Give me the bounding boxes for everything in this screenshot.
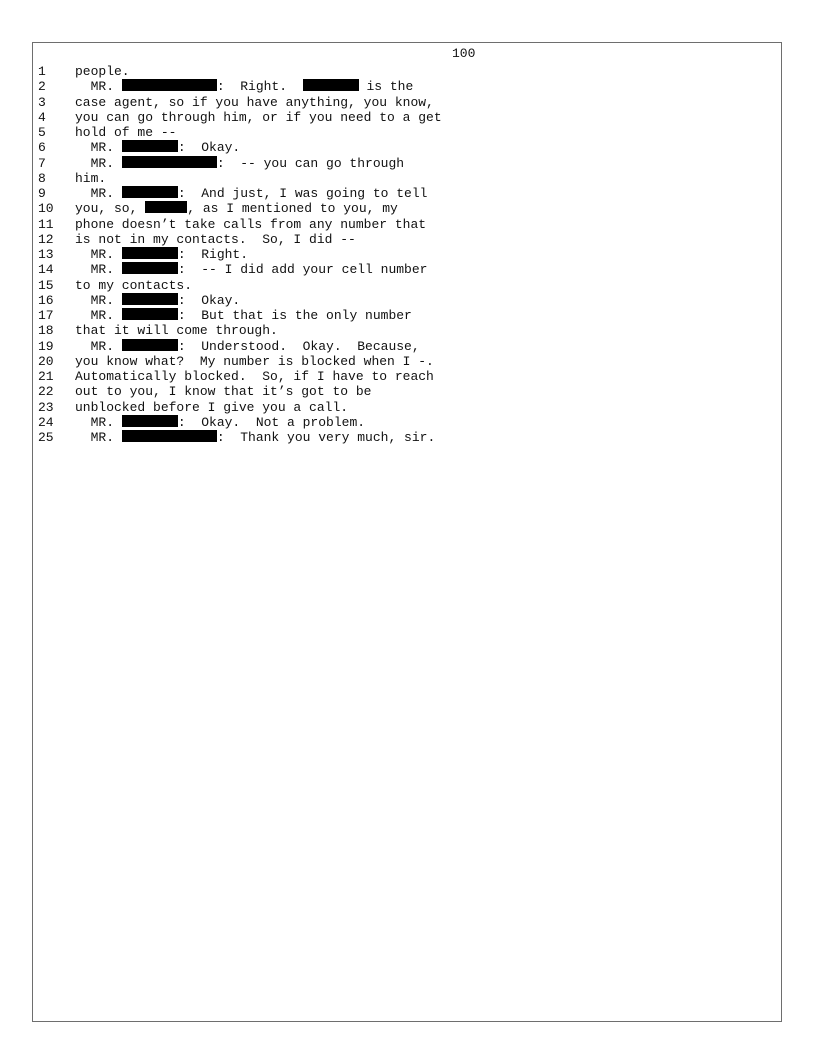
transcript-line [0, 400, 816, 415]
line-text-segment: : Right. [216, 79, 303, 95]
line-text-segment: you can go through him, or if you need to a get [75, 109, 442, 125]
redaction-block [145, 201, 187, 213]
line-text-segment: : But that is the only number [177, 308, 412, 323]
transcript-line [0, 415, 816, 430]
line-number: 25 [38, 430, 54, 445]
line-number: 10 [38, 201, 54, 217]
line-text-segment: : And just, I was going to tell [177, 186, 428, 201]
redaction-block [122, 156, 217, 168]
redaction-block [122, 308, 178, 320]
line-text-segment: that it will come through. [75, 323, 278, 339]
line-text [75, 232, 356, 247]
line-text [75, 262, 427, 277]
line-number: 7 [38, 155, 46, 171]
line-text [75, 415, 365, 430]
page-number: 100 [452, 46, 476, 61]
line-text-segment: hold of me -- [75, 125, 177, 140]
transcript-line [0, 95, 816, 110]
line-text [75, 64, 130, 79]
transcript-line [0, 171, 816, 186]
transcript-line [0, 339, 816, 354]
line-number: 16 [38, 292, 54, 308]
transcript-line [0, 156, 816, 171]
transcript-line [0, 110, 816, 125]
line-text-segment: him. [75, 170, 107, 186]
redaction-block [122, 262, 178, 274]
redaction-block [122, 339, 178, 351]
line-number: 1 [38, 64, 46, 79]
line-text-segment: to my contacts. [75, 277, 193, 293]
line-text-segment: : Okay. [177, 292, 241, 308]
line-text [75, 171, 106, 186]
line-text-segment: : Okay. Not a problem. [177, 414, 366, 430]
line-text [75, 186, 427, 201]
transcript-line [0, 278, 816, 293]
line-number: 23 [38, 399, 54, 415]
transcript-line [0, 64, 816, 79]
line-text-segment: MR. [75, 186, 122, 201]
line-number: 15 [38, 277, 54, 293]
line-text-segment: : -- I did add your cell number [177, 262, 428, 278]
line-text [75, 95, 434, 110]
line-number: 20 [38, 353, 54, 369]
transcript-line [0, 140, 816, 155]
line-text-segment: : Okay. [177, 140, 241, 156]
line-text [75, 308, 412, 323]
line-text [75, 384, 371, 399]
transcript-line [0, 369, 816, 384]
transcript-line [0, 247, 816, 262]
transcript-line [0, 323, 816, 338]
line-text [75, 156, 404, 171]
transcript-line [0, 308, 816, 323]
line-text-segment: : Understood. Okay. Because, [177, 338, 420, 354]
line-text-segment: : Right. [177, 247, 249, 262]
redaction-block [122, 293, 178, 305]
line-text-segment: unblocked before I give you a call. [75, 399, 349, 415]
redaction-block [122, 247, 178, 259]
line-text-segment: MR. [75, 262, 122, 278]
line-text-segment: MR. [75, 140, 122, 156]
line-text [75, 217, 426, 232]
line-text [75, 400, 348, 415]
line-number: 4 [38, 109, 46, 125]
line-text-segment: you, so, [75, 201, 146, 217]
line-number: 24 [38, 414, 54, 430]
line-text-segment: MR. [75, 292, 122, 308]
line-number: 12 [38, 231, 54, 247]
line-text [75, 110, 442, 125]
line-text-segment: case agent, so if you have anything, you know, [75, 94, 434, 110]
transcript-body [0, 64, 816, 445]
line-text [75, 293, 240, 308]
line-text [75, 369, 434, 384]
line-text [75, 278, 192, 293]
transcript-line [0, 79, 816, 94]
redaction-block [122, 186, 178, 198]
line-text-segment: Automatically blocked. So, if I have to reach [75, 369, 434, 384]
line-number: 6 [38, 140, 46, 156]
line-text-segment: you know what? My number is blocked when I -. [75, 353, 434, 369]
transcript-line [0, 384, 816, 399]
line-number: 22 [38, 384, 54, 400]
line-text-segment: out to you, I know that it’s got to be [75, 384, 372, 400]
line-text-segment: MR. [75, 79, 122, 95]
redaction-block [122, 415, 178, 427]
transcript-line [0, 125, 816, 140]
line-text [75, 339, 420, 354]
line-text [75, 430, 435, 445]
line-number: 19 [38, 338, 54, 354]
line-text-segment: MR. [75, 155, 122, 171]
transcript-line [0, 262, 816, 277]
redaction-block [122, 430, 217, 442]
line-text [75, 354, 434, 369]
line-number: 21 [38, 369, 54, 384]
transcript-line [0, 186, 816, 201]
line-text-segment: MR. [75, 247, 122, 262]
line-text [75, 323, 278, 338]
line-number: 5 [38, 125, 46, 140]
transcript-line [0, 430, 816, 445]
line-number: 18 [38, 323, 54, 339]
transcript-line [0, 293, 816, 308]
line-text-segment: is the [358, 79, 414, 95]
line-number: 2 [38, 79, 46, 95]
line-text [75, 79, 413, 94]
line-number: 9 [38, 186, 46, 201]
transcript-line [0, 201, 816, 216]
line-text-segment: MR. [75, 430, 122, 445]
line-number: 13 [38, 247, 54, 262]
line-number: 17 [38, 308, 54, 323]
transcript-line [0, 232, 816, 247]
line-number: 11 [38, 216, 54, 232]
line-text [75, 125, 176, 140]
line-text-segment: is not in my contacts. So, I did -- [75, 231, 356, 247]
line-text [75, 201, 398, 216]
line-number: 3 [38, 94, 46, 110]
transcript-line [0, 217, 816, 232]
line-text [75, 140, 240, 155]
line-number: 8 [38, 170, 46, 186]
line-text-segment: : Thank you very much, sir. [216, 430, 436, 445]
redaction-block [303, 79, 359, 91]
line-number: 14 [38, 262, 54, 278]
line-text-segment: people. [75, 64, 130, 79]
line-text-segment: phone doesn’t take calls from any number that [75, 216, 427, 232]
line-text-segment: , as I mentioned to you, my [187, 201, 398, 217]
line-text-segment: MR. [75, 308, 122, 323]
redaction-block [122, 79, 217, 91]
redaction-block [122, 140, 178, 152]
line-text-segment: MR. [75, 414, 122, 430]
line-text [75, 247, 248, 262]
line-text-segment: : -- you can go through [216, 155, 405, 171]
transcript-line [0, 354, 816, 369]
line-text-segment: MR. [75, 338, 122, 354]
